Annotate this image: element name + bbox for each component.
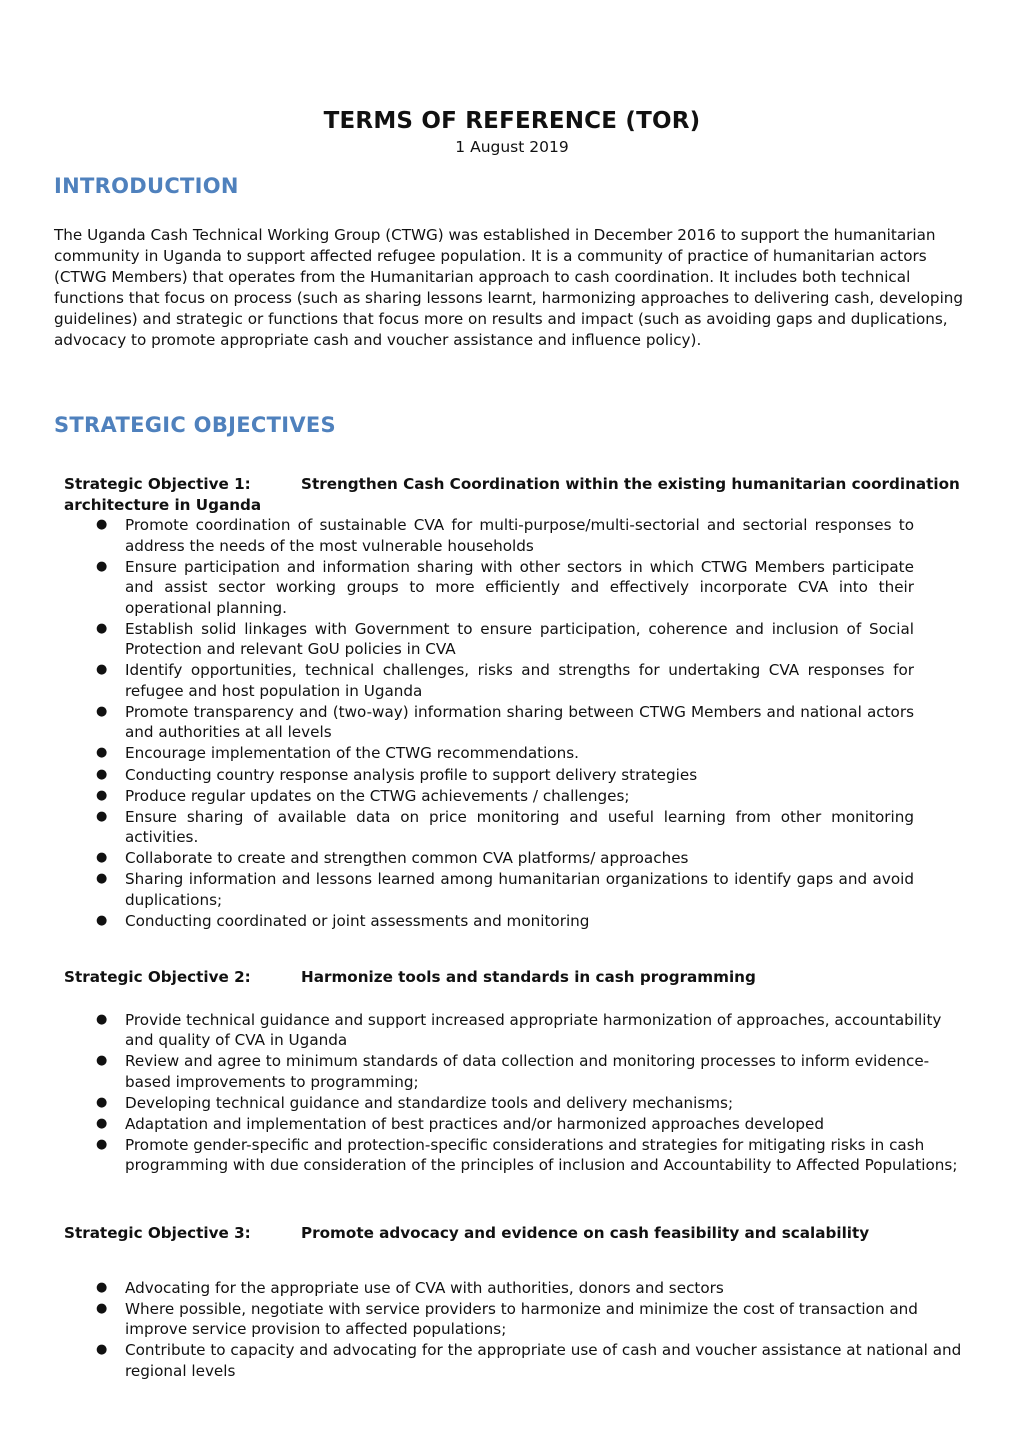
list-item-text: Contribute to capacity and advocating for the appropriate use of cash and voucher assistance at national and regional levels: [125, 1341, 962, 1380]
list-item-text: Establish solid linkages with Government to ensure participation, coherence and inclusion of Social Protection and relevant GoU policies in CVA: [125, 619, 914, 659]
list-item: [64, 807, 964, 848]
objective-heading: [64, 1223, 964, 1244]
bullet-icon: ●: [96, 620, 108, 636]
list-item: [64, 743, 964, 764]
list-item: [64, 911, 964, 932]
list-item: [64, 1093, 964, 1114]
list-item-text: Review and agree to minimum standards of data collection and monitoring processes to inform evidence-based improvements to programming;: [125, 1052, 930, 1091]
list-item: [64, 1051, 964, 1092]
objective-title: Promote advocacy and evidence on cash feasibility and scalability: [301, 1224, 870, 1242]
list-item-text: Conducting coordinated or joint assessments and monitoring: [125, 912, 590, 931]
list-item: [64, 1340, 964, 1381]
bullet-icon: ●: [96, 745, 108, 761]
strategic-objective-2: [64, 967, 964, 1176]
list-item: [64, 557, 964, 619]
list-item-text: Advocating for the appropriate use of CVA with authorities, donors and sectors: [125, 1278, 724, 1297]
bullet-icon: ●: [96, 558, 108, 574]
strategic-objectives-heading: STRATEGIC OBJECTIVES: [54, 413, 336, 437]
list-item-text: Promote gender-specific and protection-specific considerations and strategies for mitigating risks in cash programming with due consideration of the principles of inclusion and Accountability to Affected Populations;: [125, 1135, 958, 1175]
introduction-heading: INTRODUCTION: [54, 174, 239, 198]
list-item: [64, 869, 964, 910]
list-item: [64, 702, 964, 743]
bullet-icon: ●: [96, 1279, 108, 1295]
strategic-objective-1: [64, 474, 964, 932]
bullet-icon: ●: [96, 850, 108, 866]
list-item-text: Promote transparency and (two-way) information sharing between CTWG Members and national actors and authorities at all levels: [125, 702, 914, 742]
document-date: 1 August 2019: [455, 138, 569, 156]
objective-number: Strategic Objective 1:: [64, 475, 251, 493]
bullet-icon: ●: [96, 808, 108, 824]
list-item: [64, 1278, 964, 1299]
bullet-icon: ●: [96, 1011, 108, 1027]
list-item: [64, 1299, 964, 1340]
bullet-icon: ●: [96, 787, 108, 803]
bullet-icon: ●: [96, 766, 108, 782]
list-item-text: Produce regular updates on the CTWG achievements / challenges;: [125, 786, 630, 805]
document-title: TERMS OF REFERENCE (TOR): [323, 108, 701, 134]
list-item: [64, 1135, 964, 1176]
list-item-text: Where possible, negotiate with service providers to harmonize and minimize the cost of transaction and improve service provision to affected populations;: [125, 1299, 918, 1339]
strategic-objective-3: [64, 1223, 964, 1382]
list-item: [64, 765, 964, 786]
objective-1-list: [64, 515, 964, 932]
bullet-icon: ●: [96, 1300, 108, 1316]
list-item-text: Provide technical guidance and support increased appropriate harmonization of approaches, accountability and quality of CVA in Uganda: [125, 1010, 942, 1049]
list-item-text: Adaptation and implementation of best practices and/or harmonized approaches developed: [125, 1114, 825, 1133]
objective-title: Strengthen Cash Coordination within the existing humanitarian coordination architecture in Uganda: [64, 475, 960, 514]
list-item-text: Encourage implementation of the CTWG recommendations.: [125, 744, 579, 763]
objective-3-list: [64, 1278, 964, 1382]
list-item-text: Ensure sharing of available data on price monitoring and useful learning from other monitoring activities.: [125, 807, 914, 847]
list-item-text: Conducting country response analysis profile to support delivery strategies: [125, 765, 698, 784]
introduction-paragraph: The Uganda Cash Technical Working Group (CTWG) was established in December 2016 to support the humanitarian community in Uganda to support affected refugee population. It is a community of practice of humanitarian actors (CTWG Members) that operates from the Humanitarian approach to cash coordination. It includes both technical functions that focus on process (such as sharing lessons learnt, harmonizing approaches to delivering cash, developing guidelines) and strategic or functions that focus more on results and impact (such as avoiding gaps and duplications, advocacy to promote appropriate cash and voucher assistance and influence policy).: [54, 226, 964, 349]
list-item: [64, 619, 964, 660]
objective-title: Harmonize tools and standards in cash programming: [301, 968, 756, 986]
bullet-icon: ●: [96, 871, 108, 887]
bullet-icon: ●: [96, 913, 108, 929]
list-item-text: Identify opportunities, technical challenges, risks and strengths for undertaking CVA responses for refugee and host population in Uganda: [125, 661, 914, 700]
list-item: [64, 1010, 964, 1051]
bullet-icon: ●: [96, 1115, 108, 1131]
list-item: [64, 848, 964, 869]
list-item: [64, 515, 964, 556]
bullet-icon: ●: [96, 1136, 108, 1152]
objective-2-list: [64, 1010, 964, 1176]
objective-number: Strategic Objective 3:: [64, 1224, 251, 1242]
bullet-icon: ●: [96, 517, 108, 532]
bullet-icon: ●: [96, 703, 108, 719]
list-item-text: Sharing information and lessons learned among humanitarian organizations to identify gaps and avoid duplications;: [125, 870, 914, 909]
list-item-text: Promote coordination of sustainable CVA for multi-purpose/multi-sectorial and sectorial responses to address the needs of the most vulnerable households: [125, 516, 914, 555]
objective-heading: [64, 474, 964, 515]
bullet-icon: ●: [96, 1094, 108, 1110]
bullet-icon: ●: [96, 1053, 108, 1069]
bullet-icon: ●: [96, 662, 108, 678]
list-item: [64, 660, 964, 701]
objective-heading: [64, 967, 964, 988]
objective-number: Strategic Objective 2:: [64, 968, 251, 986]
list-item-text: Ensure participation and information sharing with other sectors in which CTWG Members participate and assist sector working groups to more efficiently and effectively incorporate CVA into their operational planning.: [125, 557, 914, 617]
list-item: [64, 1114, 964, 1135]
bullet-icon: ●: [96, 1342, 108, 1358]
list-item-text: Developing technical guidance and standardize tools and delivery mechanisms;: [125, 1093, 734, 1112]
list-item-text: Collaborate to create and strengthen common CVA platforms/ approaches: [125, 849, 689, 868]
list-item: [64, 786, 964, 807]
